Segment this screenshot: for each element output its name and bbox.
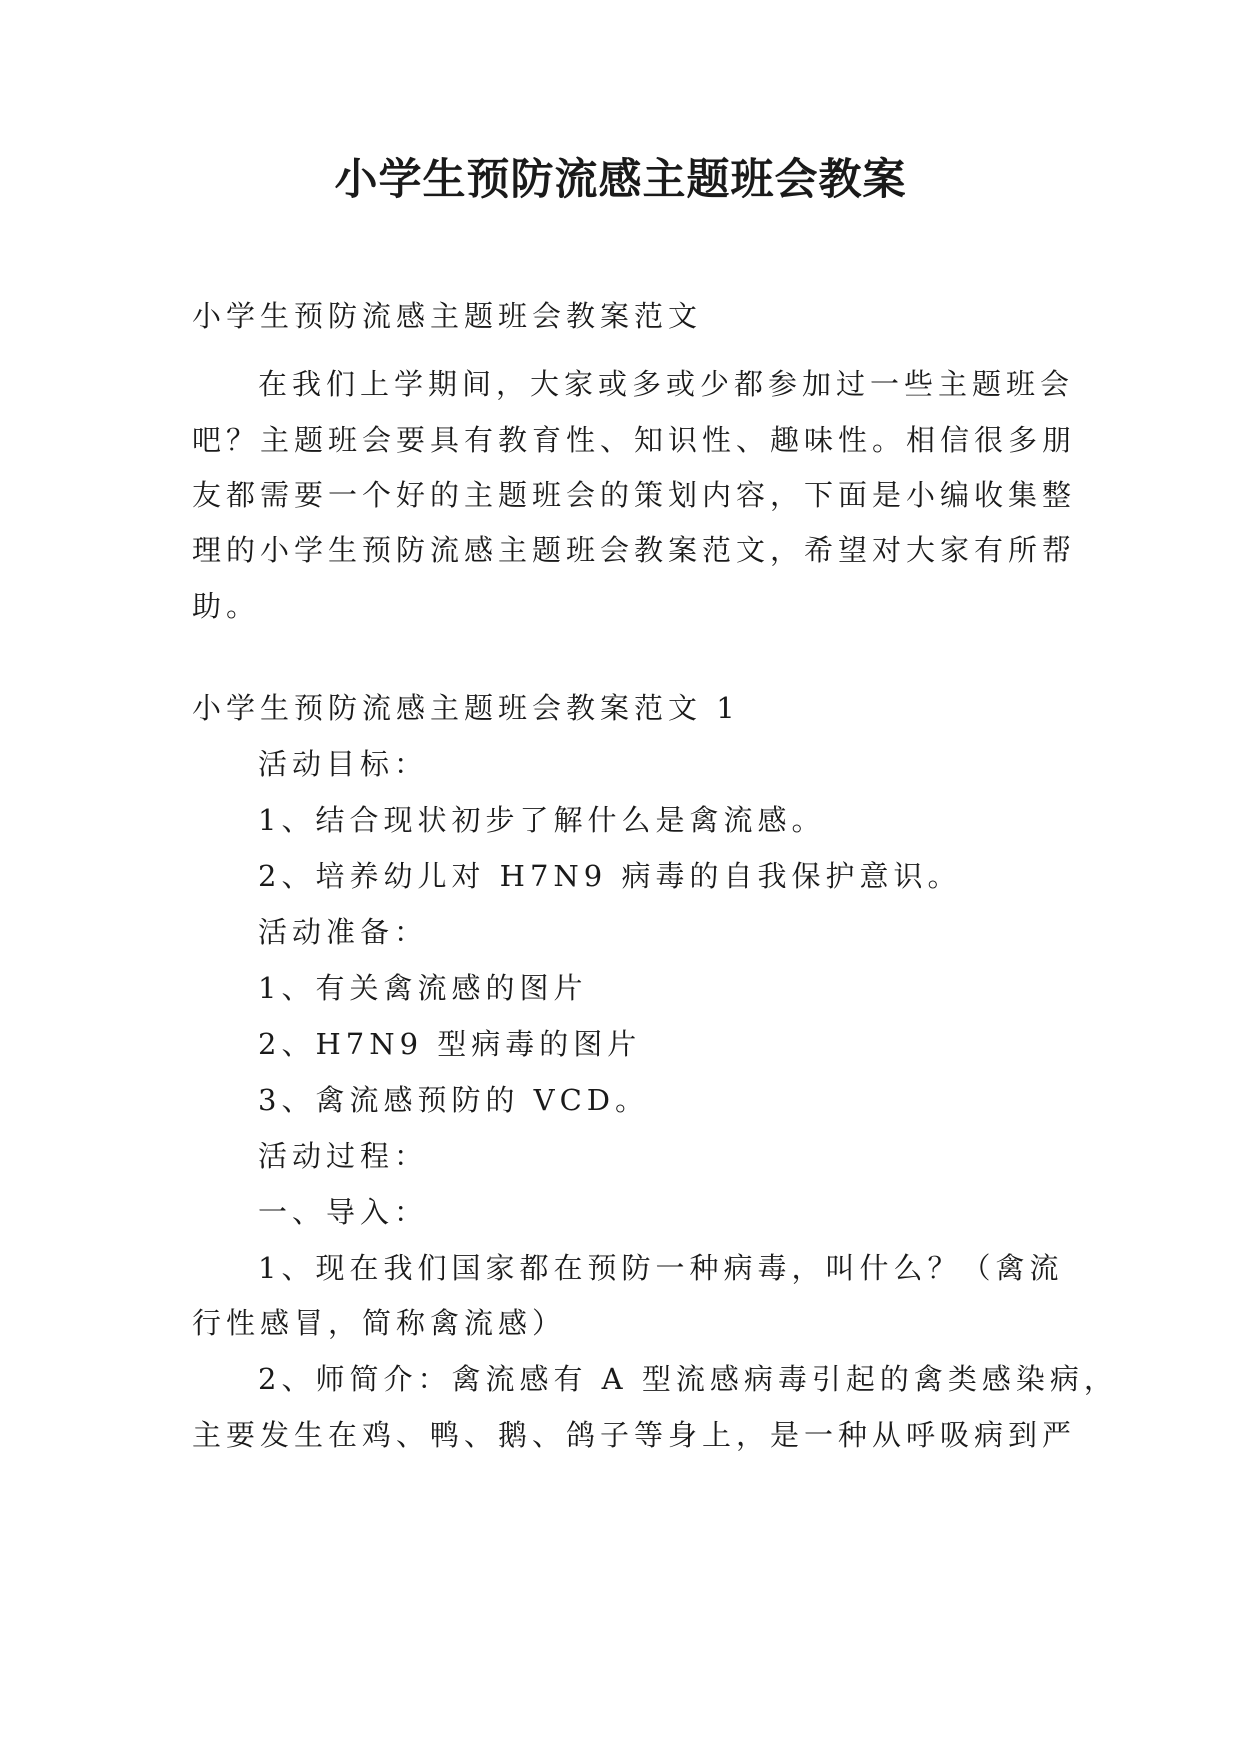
- intro-line: 吧？主题班会要具有教育性、知识性、趣味性。相信很多朋: [192, 423, 1077, 457]
- list-item: 1、结合现状初步了解什么是禽流感。: [258, 803, 826, 837]
- intro-line: 友都需要一个好的主题班会的策划内容，下面是小编收集整: [192, 478, 1077, 512]
- list-item: 2、H7N9 型病毒的图片: [258, 1027, 642, 1061]
- list-item: 活动准备：: [258, 915, 429, 949]
- section-heading: 小学生预防流感主题班会教案范文 1: [192, 691, 740, 725]
- paragraph-line: 2、师简介：禽流感有 A 型流感病毒引起的禽类感染病，: [258, 1362, 1118, 1396]
- list-item: 3、禽流感预防的 VCD。: [258, 1083, 650, 1117]
- list-item: 活动目标：: [258, 747, 429, 781]
- paragraph-line: 主要发生在鸡、鸭、鹅、鸽子等身上，是一种从呼吸病到严: [192, 1418, 1077, 1452]
- intro-line: 在我们上学期间，大家或多或少都参加过一些主题班会: [258, 367, 1075, 401]
- list-item: 1、有关禽流感的图片: [258, 971, 588, 1005]
- list-item: 2、培养幼儿对 H7N9 病毒的自我保护意识。: [258, 859, 962, 893]
- intro-line: 理的小学生预防流感主题班会教案范文，希望对大家有所帮: [192, 533, 1077, 567]
- list-item: 活动过程：: [258, 1139, 429, 1173]
- intro-line: 助。: [192, 589, 261, 623]
- subtitle: 小学生预防流感主题班会教案范文: [192, 299, 703, 333]
- paragraph-line: 行性感冒，简称禽流感）: [192, 1306, 567, 1340]
- list-item: 一、导入：: [258, 1195, 429, 1229]
- paragraph-line: 1、现在我们国家都在预防一种病毒，叫什么？（禽流: [258, 1251, 1064, 1285]
- document-title: 小学生预防流感主题班会教案: [334, 155, 907, 205]
